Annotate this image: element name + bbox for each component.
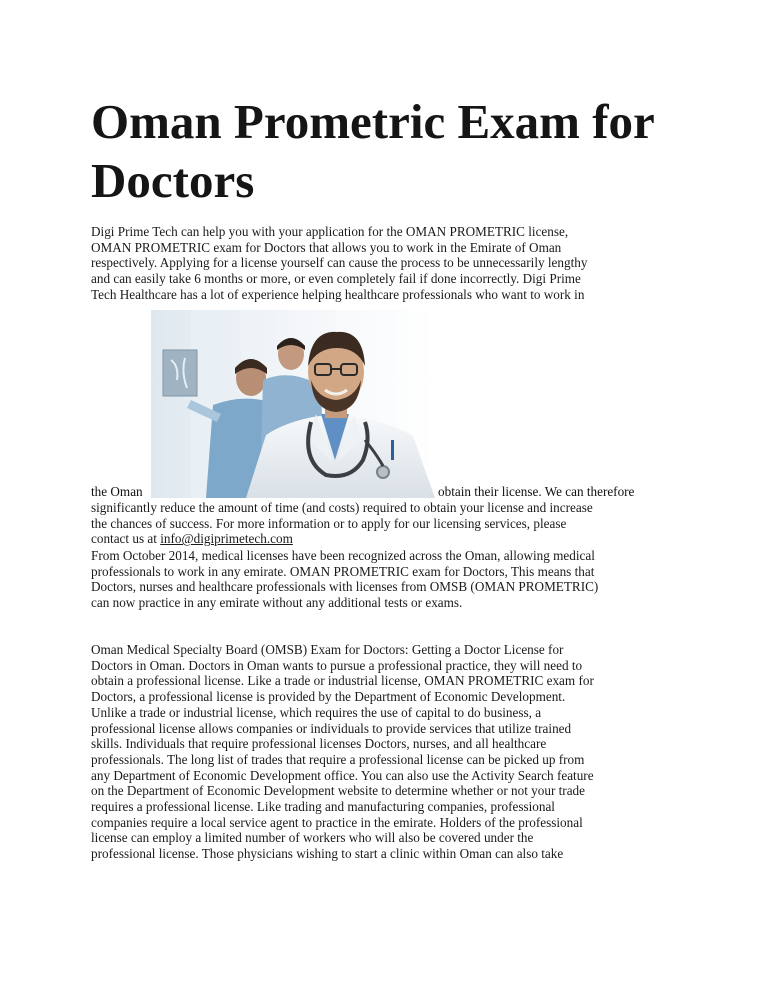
- licensing-paragraph: [91, 548, 681, 611]
- omsb-paragraph: [91, 642, 681, 862]
- intro-paragraph: [91, 224, 681, 303]
- text-line: license can employ a limited number of workers who will also be covered under the: [91, 830, 534, 846]
- text-line: on the Department of Economic Development website to determine whether or not your trade: [91, 783, 586, 799]
- text-line: respectively. Applying for a license yourself can cause the process to be unnecessarily lengthy: [91, 255, 588, 271]
- text-line: skills. Individuals that require professional licenses Doctors, nurses, and all healthcare: [91, 736, 547, 752]
- contact-line: [91, 531, 681, 547]
- text-line: companies require a local service agent to practice in the emirate. Holders of the professional: [91, 814, 583, 830]
- text-line: professional license allows companies or individuals to provide services that utilize trained: [91, 720, 572, 736]
- text-line: Unlike a trade or industrial license, which requires the use of capital to do business, a: [91, 704, 542, 720]
- text-line: From October 2014, medical licenses have been recognized across the Oman, allowing medical: [91, 548, 595, 563]
- doctor-photo: [151, 310, 435, 498]
- text-line: OMAN PROMETRIC exam for Doctors that allows you to work in the Emirate of Oman: [91, 239, 562, 255]
- text-line: Doctors, a professional license is provided by the Department of Economic Development.: [91, 689, 566, 705]
- email-link[interactable]: info@digiprimetech.com: [160, 531, 293, 547]
- text-line: professionals. The long list of trades that require a professional license can be picked up from: [91, 751, 585, 767]
- text-line: Tech Healthcare has a lot of experience helping healthcare professionals who want to work in: [91, 286, 585, 302]
- text-line: requires a professional license. Like trading and manufacturing companies, professional: [91, 799, 555, 815]
- text-line: professionals to work in any emirate. OMAN PROMETRIC exam for Doctors, This means that: [91, 563, 595, 579]
- text-line: obtain their license. We can therefore: [438, 484, 635, 499]
- text-line: the Oman: [91, 484, 143, 499]
- text-line: the chances of success. For more information or to apply for our licensing services, please: [91, 515, 567, 531]
- continuation-paragraph: [91, 500, 681, 547]
- text-line: Digi Prime Tech can help you with your application for the OMAN PROMETRIC license,: [91, 224, 569, 239]
- text-line: and can easily take 6 months or more, or even completely fail if done incorrectly. Digi Prime: [91, 271, 581, 287]
- text-line: Doctors in Oman. Doctors in Oman wants to pursue a professional practice, they will need to: [91, 657, 583, 673]
- contact-prefix: contact us at: [91, 531, 161, 547]
- text-line: can now practice in any emirate without any additional tests or exams.: [91, 595, 463, 611]
- text-line: obtain a professional license. Like a trade or industrial license, OMAN PROMETRIC exam for: [91, 673, 594, 689]
- text-line: Oman Medical Specialty Board (OMSB) Exam for Doctors: Getting a Doctor License for: [91, 642, 564, 657]
- text-line: professional license. Those physicians wishing to start a clinic within Oman can also take: [91, 846, 564, 862]
- document-title: Oman Prometric Exam for Doctors: [91, 94, 654, 208]
- text-line: any Department of Economic Development office. You can also use the Activity Search feature: [91, 767, 594, 783]
- text-line: Doctors, nurses and healthcare professionals with licenses from OMSB (OMAN PROMETRIC): [91, 579, 599, 595]
- text-line: significantly reduce the amount of time (and costs) required to obtain your license and increase: [91, 500, 593, 515]
